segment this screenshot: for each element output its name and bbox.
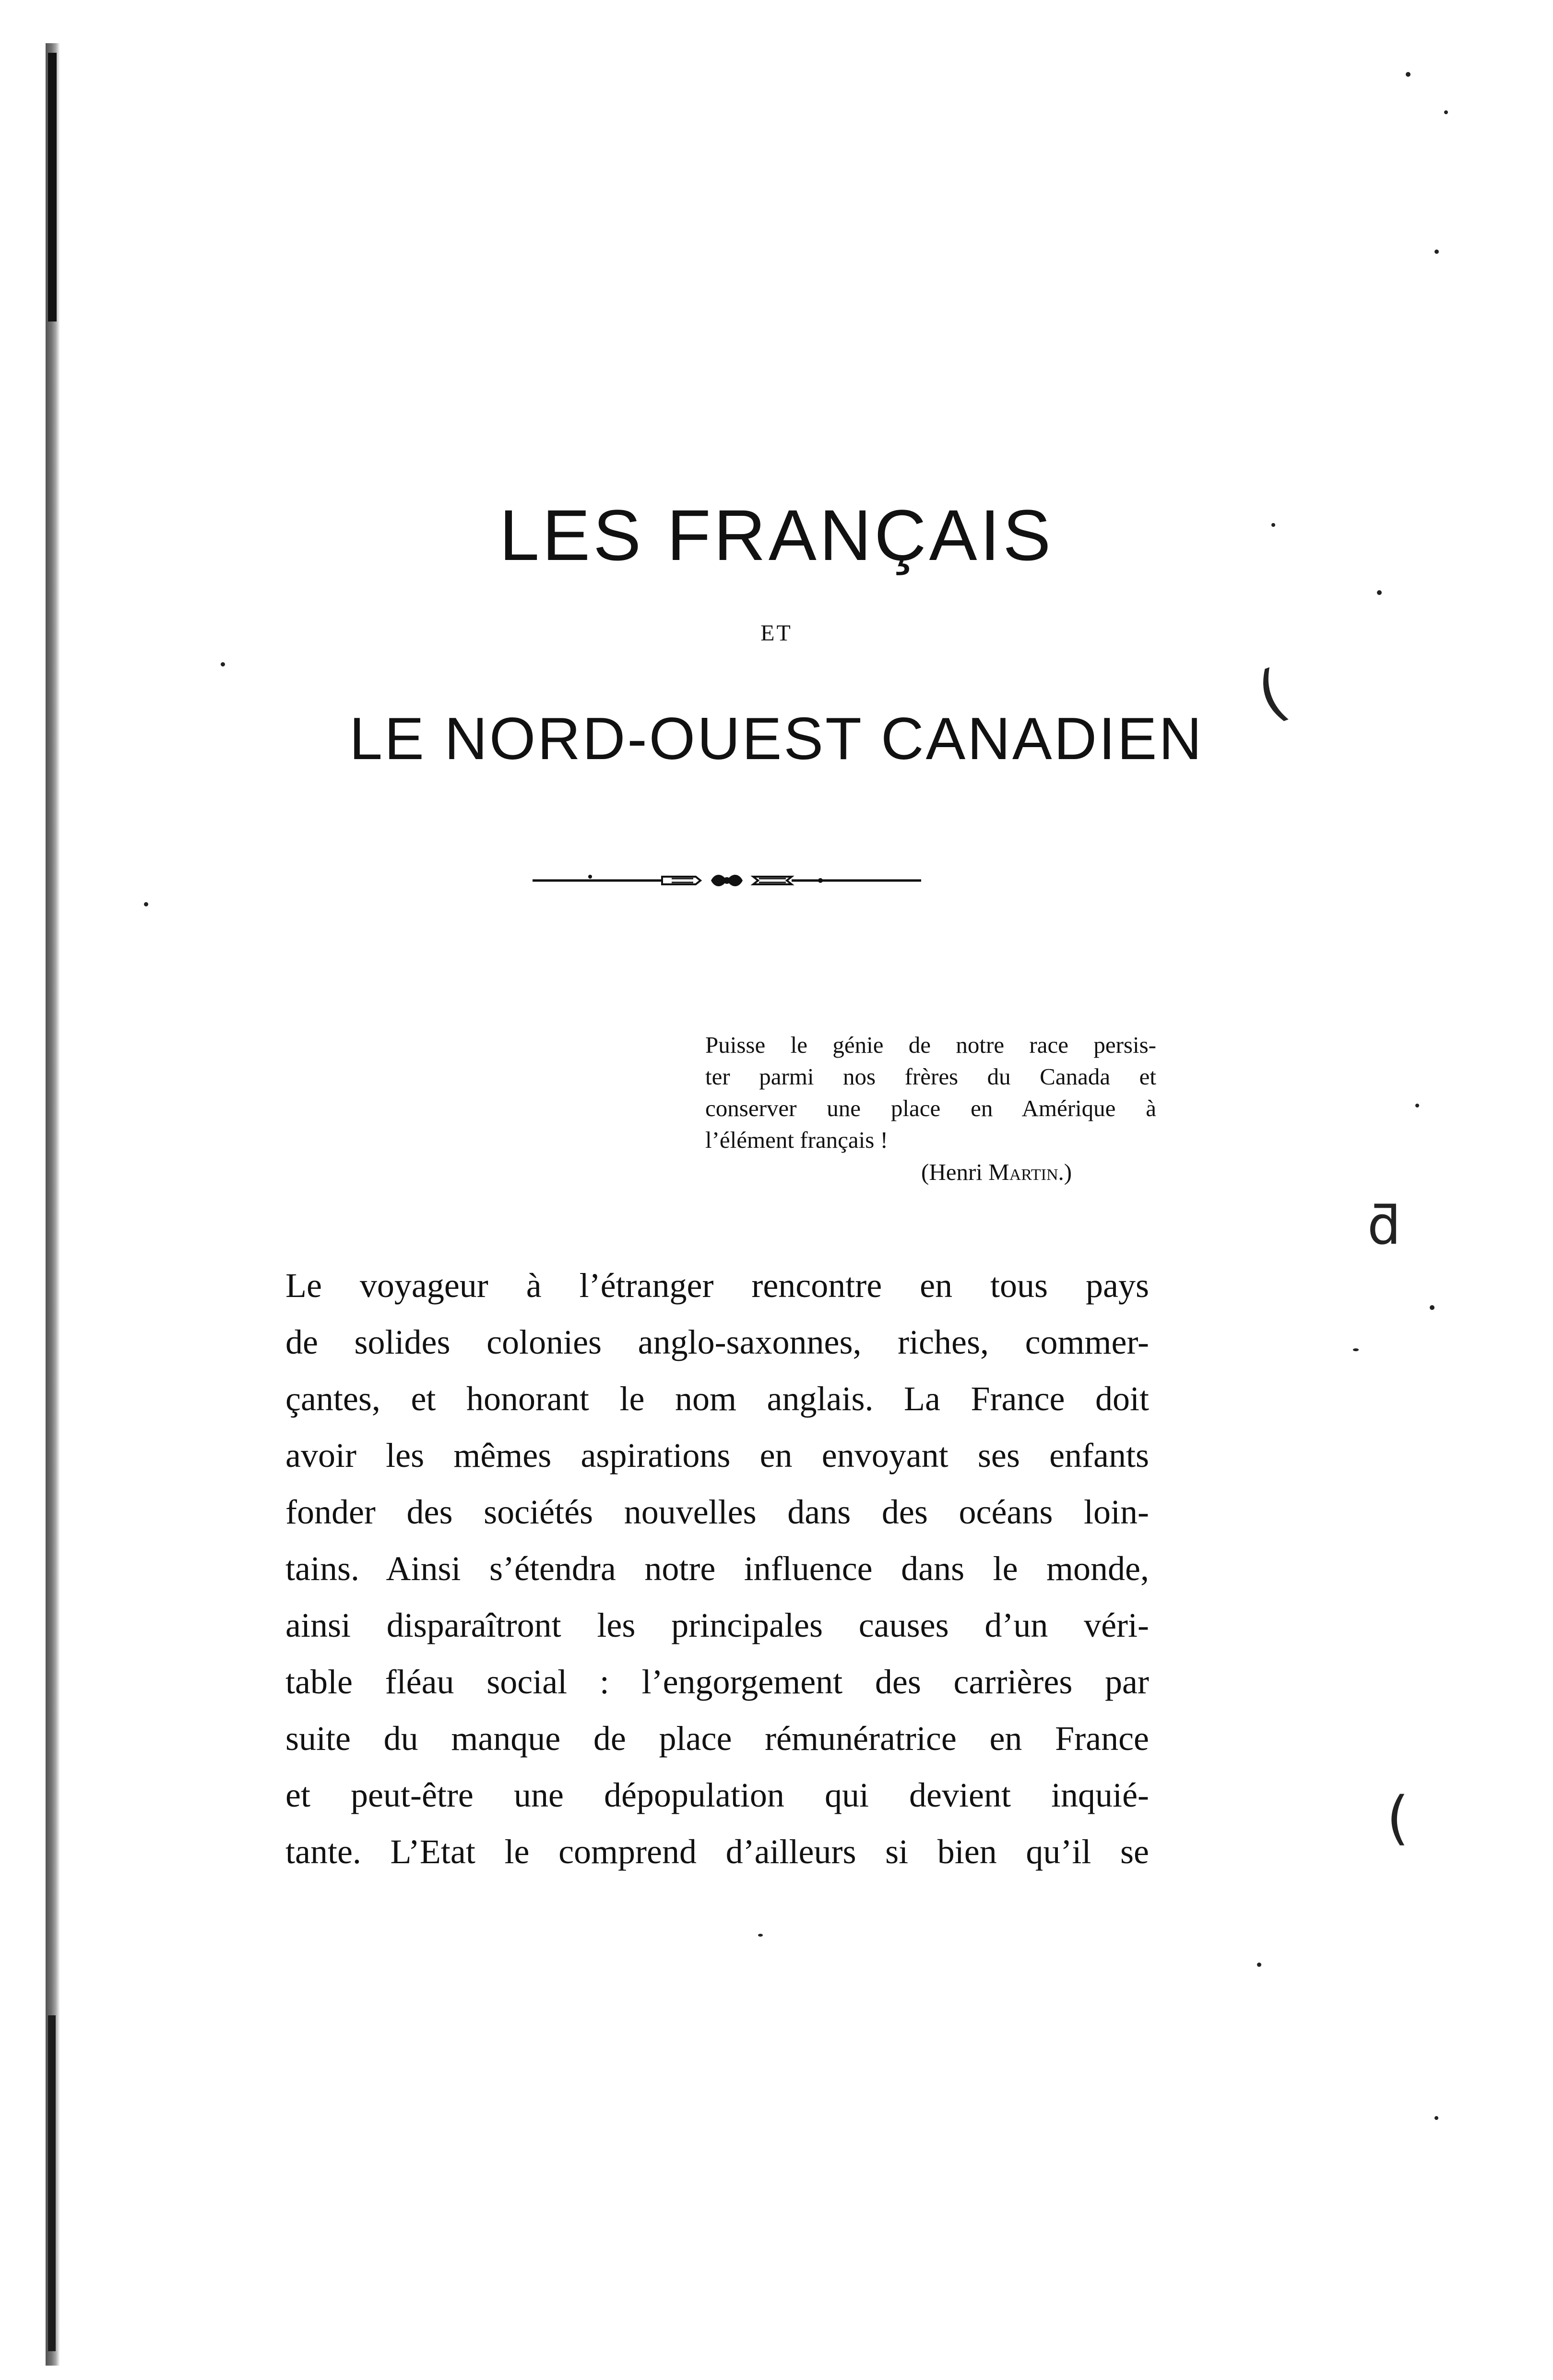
body-line: Le voyageur à l’étranger rencontre en tous pays [285,1266,1149,1305]
scan-stroke: ( [1387,1785,1409,1852]
body-line: çantes, et honorant le nom anglais. La France doit [285,1380,1149,1418]
title-line-1: LES FRANÇAIS [499,495,1054,575]
scan-stroke: ( [1247,655,1296,733]
binding-shadow-bottom [48,2015,56,2351]
scan-speck [144,902,148,906]
epigraph-quote [705,1029,1156,1156]
epigraph-line: ter parmi nos frères du Canada et [705,1063,1156,1090]
body-paragraph [285,1257,1149,1880]
attribution-close: .) [1058,1159,1072,1185]
body-line: suite du manque de place rémunératrice en France [285,1719,1149,1758]
body-line: de solides colonies anglo-saxonnes, riches, commer- [285,1323,1149,1361]
scan-speck [1353,1348,1359,1351]
body-line: avoir les mêmes aspirations en envoyant ses enfants [285,1436,1149,1475]
title-line-2: LE NORD-OUEST CANADIEN [349,706,1204,772]
attribution-open: (Henri [921,1159,989,1185]
scan-speck [1257,1963,1261,1967]
decorative-rule-ornament-icon [533,866,921,895]
body-line: tante. L’Etat le comprend d’ailleurs si bien qu’il se [285,1833,1149,1871]
epigraph-attribution [921,1156,1072,1188]
scan-speck [758,1934,763,1937]
epigraph-line: Puisse le génie de notre race persis- [705,1032,1156,1058]
body-line: ainsi disparaîtront les principales causes d’un véri- [285,1606,1149,1644]
body-line: et peut-être une dépopulation qui devient inquié- [285,1776,1149,1814]
title-connector: ET [760,620,793,646]
binding-shadow-top [48,53,57,321]
scan-speck [221,662,225,666]
body-line: tains. Ainsi s’étendra notre influence dans le monde, [285,1549,1149,1588]
scan-speck [1406,72,1411,77]
scan-speck [1444,110,1448,114]
epigraph-line: conserver une place en Amérique à [705,1095,1156,1121]
scan-speck [1415,1104,1419,1107]
scan-speck [1377,590,1382,595]
epigraph-line: l’élément français ! [705,1127,888,1153]
scan-speck [1434,250,1439,254]
body-line: table fléau social : l’engorgement des carrières par [285,1663,1149,1701]
scan-speck [1430,1305,1434,1310]
body-line: fonder des sociétés nouvelles dans des océans loin- [285,1493,1149,1531]
attribution-author-name: Martin [988,1159,1058,1185]
scan-blot: ƌ [1367,1195,1401,1256]
scan-speck [1434,2116,1438,2120]
scan-speck [1271,523,1275,527]
